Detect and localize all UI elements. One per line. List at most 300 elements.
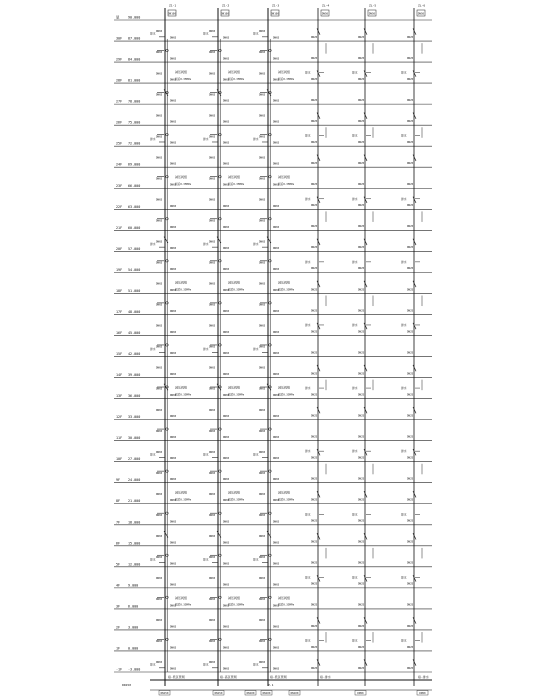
- riser-pipe-size: DN65: [259, 30, 266, 34]
- riser-pipe-size-right: DN65: [170, 351, 177, 355]
- valve-sub: 阀后0.35MPa: [175, 288, 192, 292]
- secondary-pipe-size: DN25: [407, 351, 414, 355]
- floor-elevation: 81.000: [128, 78, 141, 83]
- riser-pipe-size-right: DN65: [223, 499, 230, 503]
- riser-pipe-size-right: DN65: [223, 351, 230, 355]
- secondary-branch: [364, 197, 367, 203]
- riser-pipe-size: DN65: [259, 240, 266, 244]
- secondary-pipe-size: DN25: [358, 624, 365, 628]
- riser-pipe-size-right: DN65: [170, 646, 177, 650]
- floor-label: 1F: [116, 646, 121, 651]
- secondary-pipe-size: DN25: [407, 35, 414, 39]
- riser-top-pipe: DN50: [321, 12, 329, 16]
- valve-tag: 减压阀组: [175, 385, 188, 390]
- riser-pipe-size: DN65: [259, 135, 266, 139]
- secondary-outlet-tag: 排水: [305, 512, 311, 517]
- riser-pipe-size: DN65: [259, 640, 266, 644]
- secondary-pipe-size: DN25: [407, 98, 414, 102]
- trunk-label: DN150: [122, 683, 132, 687]
- valve-tag: 减压阀组: [175, 280, 188, 285]
- floor-elevation: 90.000: [128, 15, 141, 20]
- riser-pipe-size: DN65: [259, 661, 266, 665]
- valve-sub: 阀后0.35MPa: [228, 393, 245, 397]
- secondary-pipe-size: DN25: [311, 351, 318, 355]
- secondary-branch: [413, 407, 416, 413]
- secondary-outlet-tag: 排水: [352, 196, 358, 201]
- secondary-pipe-size: DN25: [407, 183, 414, 187]
- riser-pipe-size: DN65: [209, 198, 216, 202]
- floor-elevation: 6.000: [128, 604, 139, 609]
- riser-pipe-size: DN65: [259, 261, 266, 265]
- valve-tag: 减压阀组: [228, 280, 241, 285]
- valve-tag: 减压阀组: [278, 280, 291, 285]
- secondary-branch: [317, 365, 320, 371]
- valve-tag: 减压阀组: [228, 595, 241, 600]
- riser-pipe-size: DN65: [156, 240, 163, 244]
- riser-pipe-size: DN65: [156, 661, 163, 665]
- secondary-outlet-tag: 排水: [401, 575, 407, 580]
- secondary-outlet-tag: 排水: [352, 70, 358, 75]
- valve-tag: 减压阀组: [175, 70, 188, 75]
- secondary-pipe-size: DN25: [407, 645, 414, 649]
- riser-top-label: Z1-3: [272, 3, 280, 8]
- riser-pipe-size-right: DN65: [273, 394, 280, 398]
- outlet-tag: 排水: [150, 662, 156, 667]
- floor-elevation: -3.000: [128, 667, 141, 672]
- floor-elevation: 9.000: [128, 583, 139, 588]
- riser-pipe-size: DN65: [209, 30, 216, 34]
- riser-pipe-size: DN65: [209, 661, 216, 665]
- secondary-branch: [364, 659, 367, 665]
- secondary-outlet-tag: 排水: [352, 386, 358, 391]
- secondary-branch: [364, 449, 367, 455]
- secondary-outlet-tag: 排水: [352, 638, 358, 643]
- floor-elevation: 33.000: [128, 415, 141, 420]
- riser-pipe-size: DN65: [209, 429, 216, 433]
- secondary-pipe-size: DN25: [358, 309, 365, 313]
- secondary-branch: [413, 239, 416, 245]
- valve-sub: 阀后0.35MPa: [228, 288, 245, 292]
- riser-pipe-size-right: DN65: [170, 394, 177, 398]
- secondary-pipe-size: DN25: [407, 141, 414, 145]
- valve-tag: 减压阀组: [278, 70, 291, 75]
- secondary-pipe-size: DN25: [358, 540, 365, 544]
- secondary-pipe-size: DN25: [407, 393, 414, 397]
- secondary-pipe-size: DN25: [358, 120, 365, 124]
- secondary-pipe-size: DN25: [407, 288, 414, 292]
- secondary-pipe-size: DN25: [407, 561, 414, 565]
- floor-elevation: 72.000: [128, 141, 141, 146]
- bottom-dim-label: DN150: [214, 692, 223, 695]
- riser-pipe-size-right: DN65: [170, 120, 177, 124]
- riser-pipe-size: DN65: [156, 366, 163, 370]
- secondary-pipe-size: DN25: [311, 225, 318, 229]
- floor-elevation: 27.000: [128, 457, 141, 462]
- floor-label: 8F: [116, 499, 121, 504]
- secondary-outlet-tag: 排水: [305, 133, 311, 138]
- floor-label: 屋: [116, 15, 120, 20]
- secondary-pipe-size: DN25: [311, 582, 318, 586]
- riser-pipe-size-right: DN65: [223, 120, 230, 124]
- bottom-trunk: [122, 674, 432, 695]
- riser-pipe-size-right: DN65: [273, 436, 280, 440]
- pump-tag: P-1: [268, 683, 274, 687]
- secondary-pipe-size: DN25: [407, 666, 414, 670]
- secondary-branch: [364, 365, 367, 371]
- floor-label: 16F: [116, 330, 123, 335]
- riser-pipe-size-right: DN65: [273, 120, 280, 124]
- riser-pipe-size-right: DN65: [223, 57, 230, 61]
- riser-pipe-size: DN65: [259, 345, 266, 349]
- riser-pipe-size-right: DN65: [170, 583, 177, 587]
- floor-label: 7F: [116, 520, 121, 525]
- riser-pipe-size: DN65: [209, 598, 216, 602]
- floor-elevation: 21.000: [128, 499, 141, 504]
- secondary-branch: [413, 113, 416, 119]
- riser-pipes: [165, 4, 425, 687]
- secondary-branch: [364, 28, 367, 34]
- bottom-dim-label: DN100: [290, 692, 299, 695]
- secondary-pipe-size: DN25: [407, 246, 414, 250]
- riser-pipe-size-right: DN65: [223, 541, 230, 545]
- secondary-branch: [317, 155, 320, 161]
- outlet-tag: 排水: [203, 557, 209, 562]
- floor-label: 25F: [116, 141, 123, 146]
- riser-pipe-size-right: DN65: [170, 204, 177, 208]
- riser-pipe-size: DN65: [209, 282, 216, 286]
- bottom-connection-label: 接-高区管网: [220, 675, 237, 679]
- secondary-branch: [317, 323, 320, 329]
- riser-pipe-size: DN65: [156, 30, 163, 34]
- secondary-branch: [413, 659, 416, 665]
- secondary-pipe-size: DN25: [311, 141, 318, 145]
- secondary-branch: [413, 70, 416, 76]
- secondary-pipe-size: DN25: [407, 540, 414, 544]
- secondary-branch: [317, 407, 320, 413]
- secondary-pipe-size: DN25: [358, 666, 365, 670]
- riser-pipe-size: DN65: [259, 366, 266, 370]
- riser-pipe-size-right: DN65: [170, 288, 177, 292]
- outlet-tag: 排水: [150, 31, 156, 36]
- floor-elevation: 51.000: [128, 288, 141, 293]
- riser-pipe-size: DN65: [209, 619, 216, 623]
- secondary-pipe-size: DN25: [358, 351, 365, 355]
- riser-pipe-size: DN65: [209, 408, 216, 412]
- floor-elevation: 42.000: [128, 352, 141, 357]
- riser-pipe-size-right: DN65: [273, 225, 280, 229]
- floor-label: 29F: [116, 57, 123, 62]
- riser-pipe-size-right: DN65: [223, 330, 230, 334]
- secondary-outlet-tag: 排水: [305, 323, 311, 328]
- riser-pipe-size-right: DN65: [273, 183, 280, 187]
- valve-tag: 减压阀组: [228, 385, 241, 390]
- outlet-tag: 排水: [203, 136, 209, 141]
- secondary-outlet-tag: 排水: [352, 323, 358, 328]
- riser-pipe-size: DN65: [259, 324, 266, 328]
- floor-elevation: 69.000: [128, 162, 141, 167]
- secondary-branch: [317, 533, 320, 539]
- secondary-branch: [317, 197, 320, 203]
- outlet-tag: 排水: [253, 242, 259, 247]
- riser-pipe-size-right: DN65: [223, 562, 230, 566]
- secondary-pipe-size: DN25: [311, 393, 318, 397]
- secondary-pipe-size: DN25: [358, 225, 365, 229]
- secondary-branch: [364, 575, 367, 581]
- riser-pipe-size: DN65: [259, 387, 266, 391]
- secondary-outlet-tag: 排水: [401, 259, 407, 264]
- riser-pipe-size-right: DN65: [170, 36, 177, 40]
- riser-pipe-size-right: DN65: [170, 520, 177, 524]
- secondary-pipe-size: DN25: [311, 267, 318, 271]
- secondary-pipe-size: DN25: [311, 288, 318, 292]
- floor-elevation: 15.000: [128, 541, 141, 546]
- valve-sub: 阀后0.35MPa: [175, 77, 192, 81]
- riser-pipe-size: DN65: [156, 114, 163, 118]
- valve-sub: 阀后0.35MPa: [175, 183, 192, 187]
- secondary-pipe-size: DN25: [311, 561, 318, 565]
- valve-sub: 阀后0.35MPa: [278, 498, 295, 502]
- riser-pipe-size: DN65: [209, 156, 216, 160]
- riser-pipe-size-right: DN65: [273, 583, 280, 587]
- riser-pipe-size-right: DN65: [223, 267, 230, 271]
- secondary-outlet-tag: 排水: [401, 512, 407, 517]
- riser-top-label: Z1-2: [222, 3, 230, 8]
- secondary-pipe-size: DN25: [311, 309, 318, 313]
- valve-sub: 阀后0.35MPa: [228, 498, 245, 502]
- secondary-outlet-tag: 排水: [401, 70, 407, 75]
- secondary-pipe-size: DN25: [358, 477, 365, 481]
- outlet-tag: 排水: [150, 242, 156, 247]
- outlet-tag: 排水: [150, 452, 156, 457]
- riser-pipe-size: DN65: [259, 219, 266, 223]
- secondary-pipe-size: DN25: [407, 414, 414, 418]
- valve-tag: 减压阀组: [228, 175, 241, 180]
- secondary-pipe-size: DN25: [311, 162, 318, 166]
- riser-pipe-size: DN65: [209, 135, 216, 139]
- floor-label: 26F: [116, 120, 123, 125]
- secondary-pipe-size: DN25: [311, 498, 318, 502]
- floor-label: 13F: [116, 394, 123, 399]
- riser-pipe-size-right: DN65: [273, 309, 280, 313]
- outlet-tag: 排水: [203, 347, 209, 352]
- riser-pipe-size-right: DN65: [223, 625, 230, 629]
- valve-sub: 阀后0.35MPa: [175, 603, 192, 607]
- secondary-pipe-size: DN25: [311, 603, 318, 607]
- secondary-pipe-size: DN25: [358, 393, 365, 397]
- floor-label: 14F: [116, 373, 123, 378]
- floor-label: 10F: [116, 457, 123, 462]
- riser-pipe-size-right: DN65: [170, 457, 177, 461]
- floor-elevation: 18.000: [128, 520, 141, 525]
- secondary-pipe-size: DN25: [311, 56, 318, 60]
- riser-pipe-size: DN65: [156, 429, 163, 433]
- riser-top-pipe: DN100: [271, 12, 279, 16]
- riser-pipe-size-right: DN65: [170, 246, 177, 250]
- riser-pipe-size: DN65: [209, 577, 216, 581]
- secondary-pipe-size: DN25: [311, 666, 318, 670]
- secondary-pipe-size: DN25: [358, 414, 365, 418]
- valve-sub: 阀后0.35MPa: [278, 183, 295, 187]
- secondary-pipe-size: DN25: [407, 519, 414, 523]
- riser-pipe-size-right: DN65: [273, 330, 280, 334]
- outlet-tag: 排水: [253, 557, 259, 562]
- riser-pipe-size-right: DN65: [223, 373, 230, 377]
- secondary-outlet-tag: 排水: [401, 196, 407, 201]
- riser-pipe-size-right: DN65: [223, 162, 230, 166]
- secondary-pipe-size: DN25: [358, 267, 365, 271]
- floor-elevation: 84.000: [128, 57, 141, 62]
- riser-pipe-size: DN65: [156, 261, 163, 265]
- secondary-pipe-size: DN25: [407, 624, 414, 628]
- riser-pipe-size-right: DN65: [170, 162, 177, 166]
- riser-pipe-size: DN65: [259, 513, 266, 517]
- riser-pipe-size: DN65: [259, 534, 266, 538]
- riser-pipe-size-right: DN65: [170, 57, 177, 61]
- floor-label: 19F: [116, 267, 123, 272]
- riser-pipe-size: DN65: [156, 135, 163, 139]
- riser-pipe-size-right: DN65: [223, 204, 230, 208]
- riser-pipe-size-right: DN65: [170, 415, 177, 419]
- floor-elevation: 12.000: [128, 562, 141, 567]
- secondary-branch: [413, 281, 416, 287]
- riser-pipe-size: DN65: [259, 598, 266, 602]
- secondary-pipe-size: DN25: [407, 456, 414, 460]
- riser-pipe-size: DN65: [209, 471, 216, 475]
- secondary-branch: [413, 155, 416, 161]
- riser-pipe-size-right: DN65: [170, 478, 177, 482]
- secondary-branch: [317, 281, 320, 287]
- secondary-pipe-size: DN25: [358, 98, 365, 102]
- riser-pipe-size-right: DN65: [223, 646, 230, 650]
- riser-pipe-size-right: DN65: [170, 330, 177, 334]
- riser-pipe-size: DN65: [209, 51, 216, 55]
- secondary-branch: [413, 575, 416, 581]
- secondary-pipe-size: DN25: [358, 561, 365, 565]
- secondary-pipe-size: DN25: [358, 77, 365, 81]
- floor-label: 12F: [116, 415, 123, 420]
- secondary-pipe-size: DN25: [311, 435, 318, 439]
- riser-pipe-size: DN65: [259, 450, 266, 454]
- secondary-pipe-size: DN25: [358, 645, 365, 649]
- secondary-outlet-tag: 排水: [401, 386, 407, 391]
- riser-top-label: ZL-5: [369, 3, 377, 8]
- secondary-outlet-tag: 排水: [305, 196, 311, 201]
- secondary-pipe-size: DN25: [407, 498, 414, 502]
- riser-pipe-size-right: DN65: [273, 478, 280, 482]
- riser-top-pipe: DN50: [368, 12, 376, 16]
- riser-pipe-size-right: DN65: [170, 499, 177, 503]
- secondary-pipe-size: DN25: [358, 204, 365, 208]
- riser-pipe-size-right: DN65: [273, 520, 280, 524]
- secondary-pipe-size: DN25: [311, 624, 318, 628]
- riser-pipe-size: DN65: [209, 324, 216, 328]
- riser-pipe-size: DN65: [156, 324, 163, 328]
- riser-pipe-size: DN65: [209, 114, 216, 118]
- riser-pipe-size-right: DN65: [273, 78, 280, 82]
- floor-elevation: 36.000: [128, 394, 141, 399]
- floor-label: 15F: [116, 352, 123, 357]
- riser-pipe-size: DN65: [209, 492, 216, 496]
- riser-pipe-size-right: DN65: [223, 78, 230, 82]
- secondary-outlet-tag: 排水: [401, 133, 407, 138]
- riser-pipe-size-right: DN65: [170, 78, 177, 82]
- secondary-branch: [317, 28, 320, 34]
- valve-tag: 减压阀组: [228, 490, 241, 495]
- floor-label: 18F: [116, 288, 123, 293]
- floor-label: 23F: [116, 183, 123, 188]
- floor-elevation: 63.000: [128, 204, 141, 209]
- floor-elevation: 48.000: [128, 309, 141, 314]
- riser-pipe-size: DN65: [259, 408, 266, 412]
- outlet-tag: 排水: [203, 242, 209, 247]
- secondary-branch: [413, 533, 416, 539]
- riser-pipe-size: DN65: [156, 492, 163, 496]
- bottom-connection-label: 接-低区管网: [168, 675, 185, 679]
- riser-pipe-size-right: DN65: [273, 267, 280, 271]
- riser-pipe-size: DN65: [156, 513, 163, 517]
- outlet-tag: 排水: [203, 662, 209, 667]
- bottom-connection-label: 接-排水: [418, 675, 429, 679]
- riser-pipe-size: DN65: [209, 534, 216, 538]
- secondary-outlet-tag: 排水: [305, 70, 311, 75]
- riser-pipe-size: DN65: [156, 408, 163, 412]
- riser-pipe-size: DN65: [156, 640, 163, 644]
- secondary-branch: [413, 491, 416, 497]
- riser-pipe-size: DN65: [259, 156, 266, 160]
- riser-pipe-size-right: DN65: [170, 562, 177, 566]
- valve-sub: 阀后0.35MPa: [175, 393, 192, 397]
- riser-pipe-size: DN65: [156, 219, 163, 223]
- floor-label: 17F: [116, 309, 123, 314]
- valve-sub: 阀后0.35MPa: [175, 498, 192, 502]
- valve-tag: 减压阀组: [278, 490, 291, 495]
- secondary-branch: [364, 113, 367, 119]
- secondary-outlet-tag: 排水: [305, 638, 311, 643]
- bottom-dim-label: DN150: [160, 692, 169, 695]
- floor-label: 6F: [116, 541, 121, 546]
- valve-tag: 减压阀组: [228, 70, 241, 75]
- riser-pipe-size-right: DN65: [273, 541, 280, 545]
- riser-pipe-size: DN65: [156, 198, 163, 202]
- riser-pipe-size: DN65: [209, 219, 216, 223]
- riser-pipe-size-right: DN65: [273, 36, 280, 40]
- outlet-tag: 排水: [253, 136, 259, 141]
- riser-pipe-size: DN65: [259, 177, 266, 181]
- outlet-tag: 排水: [253, 662, 259, 667]
- secondary-pipe-size: DN25: [311, 645, 318, 649]
- riser-pipe-size-right: DN65: [223, 141, 230, 145]
- riser-pipe-size: DN65: [259, 51, 266, 55]
- riser-pipe-size: DN65: [259, 198, 266, 202]
- floor-elevation: 30.000: [128, 436, 141, 441]
- secondary-pipe-size: DN25: [311, 183, 318, 187]
- secondary-branch: [317, 113, 320, 119]
- secondary-pipe-size: DN25: [311, 120, 318, 124]
- secondary-branch: [317, 659, 320, 665]
- riser-pipe-size: DN65: [259, 492, 266, 496]
- secondary-branch: [364, 281, 367, 287]
- secondary-branch: [364, 407, 367, 413]
- secondary-pipe-size: DN25: [311, 456, 318, 460]
- riser-pipe-size: DN65: [259, 72, 266, 76]
- floor-label: 30F: [116, 36, 123, 41]
- secondary-pipe-size: DN25: [407, 56, 414, 60]
- floor-elevation: 66.000: [128, 183, 141, 188]
- riser-pipe-size-right: DN65: [273, 288, 280, 292]
- secondary-pipe-size: DN25: [358, 35, 365, 39]
- riser-pipe-size-right: DN65: [223, 225, 230, 229]
- secondary-branch: [317, 239, 320, 245]
